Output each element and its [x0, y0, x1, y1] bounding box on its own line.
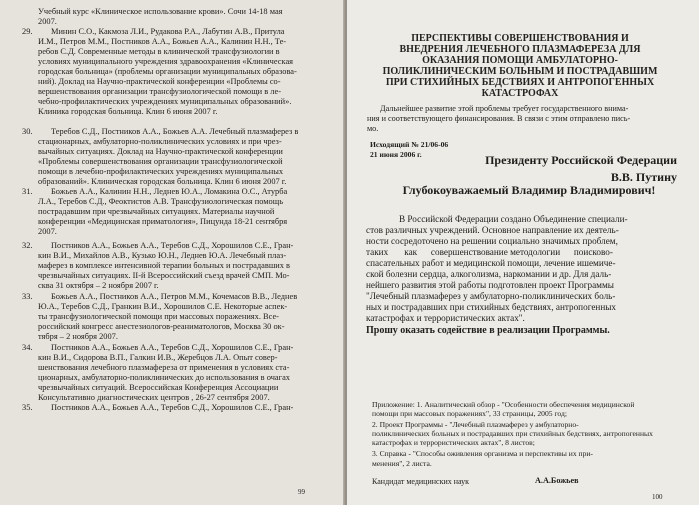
outgoing-date: 21 июня 2006 г. [370, 150, 422, 159]
body-line: катастрофах и террористических актах". [366, 313, 525, 323]
text-line: Минин С.О., Какмоза Л.И., Рудакова Р.А., Лабутин А.В., Притула [51, 27, 285, 36]
text-line: Постников А.А., Божьев А.А., Теребов С.Д., Хорошилов С.Е., Гран- [51, 241, 294, 250]
text-line: Ю.А., Теребов С.Д., Гранкин В.И., Хорошилов С.Е. Некоторые аспек- [38, 302, 288, 311]
text-line: ребов С.Д. Современные методы в клинической трансфузиологии в [38, 47, 280, 56]
addressee-line: В.В. Путину [610, 170, 677, 184]
document-title-line: ПОЛИКЛИНИЧЕСКИМ БОЛЬНЫМ И ПОСТРАДАВШИМ [382, 66, 658, 77]
attachment-line: менения", 2 листа. [372, 459, 432, 468]
document-title-line: ПЕРСПЕКТИВЫ СОВЕРШЕНСТВОВАНИЯ И [411, 33, 629, 44]
text-line: помощи в лечебно-профилактических учреждениях муниципальных [38, 167, 284, 176]
intro-line: ния и соответствующего финансирования. В связи с этим отправлено пись- [367, 114, 631, 123]
body-line: нейшего развития этой работы подготовлен проект Программы [366, 280, 614, 290]
request-line: Прошу оказать содействие в реализации Программы. [366, 325, 610, 336]
attachment-line: катастрофах и террористических актах", 8 листов; [372, 438, 535, 447]
text-line: российский конгресс анестезиологов-реаниматологов, Москва 30 ок- [38, 322, 285, 331]
text-line: чрезвычайных ситуаций. Всероссийская Конференция Ассоциации [38, 383, 279, 392]
reference-number: 29. [22, 27, 33, 36]
body-line: спасательных работ и медицинской помощи, лечение ишемиче- [366, 258, 616, 268]
text-line: 2007. [38, 227, 57, 236]
text-line: Постников А.А., Божьев А.А., Теребов С.Д., Хорошилов С.Е., Гран- [51, 343, 294, 352]
body-line: таких как совершенствование методологии поисково- [366, 247, 613, 257]
text-line: ний). Доклад на Научно-практической конференции «Проблемы со- [38, 77, 281, 86]
text-line: вычайных ситуациях. Доклад на Научно-практической конференции [38, 147, 283, 156]
text-line: кин В.И., Сидорова В.П., Галкин И.В., Жеребцов Л.А. Опыт совер- [38, 353, 278, 362]
text-line: Клиника городская больница. Клин 6 июня 2007 г. [38, 107, 218, 116]
attachment-line: помощи при массовых поражениях", 33 страницы, 2005 год; [372, 409, 567, 418]
attachment-line: Приложение: 1. Аналитический обзор - "Особенности обеспечения медицинской [372, 400, 635, 409]
text-line: сква 31 октября – 2 ноября 2007 г. [38, 281, 159, 290]
signature-title: Кандидат медицинских наук [372, 477, 470, 486]
attachment-line: 2. Проект Программы - "Лечебный плазмаферез у амбулаторно- [372, 420, 579, 429]
outgoing-number: Исходящий № 21/06-06 [370, 140, 449, 149]
text-line: Л.А., Теребов С.Д., Феоктистов А.В. Трансфузиологическая помощь [38, 197, 284, 206]
reference-number: 31. [22, 187, 33, 196]
reference-number: 32. [22, 241, 33, 250]
text-line: Постников А.А., Божьев А.А., Теребов С.Д., Хорошилов С.Е., Гран- [51, 403, 294, 412]
reference-number: 35. [22, 403, 33, 412]
text-line: стационарных, амбулаторно-поликлинических условиях и при чрез- [38, 137, 282, 146]
text-line: ты трансфузиологической помощи при массовых поражениях. Все- [38, 312, 279, 321]
text-line: «Проблемы совершенствования организации трансфузиологической [38, 157, 283, 166]
left-page [0, 0, 345, 505]
document-title-line: ВНЕДРЕНИЯ ЛЕЧЕБНОГО ПЛАЗМАФЕРЕЗА ДЛЯ [399, 44, 641, 55]
text-line: ционарных, амбулаторно-поликлинических до использования в очагах [38, 373, 290, 382]
text-line: условиях муниципального учреждения здравоохранения «Клиническая [38, 57, 294, 66]
text-line: образований». Клиническая городская больница. Клин 6 июня 2007 г. [38, 177, 287, 186]
text-line: чебно-профилактических учреждениях муниципальных образований». [38, 97, 292, 106]
greeting: Глубокоуважаемый Владимир Владимирович! [402, 183, 656, 197]
text-line: Консультативно диагностических центров , 26-27 сентября 2007. [38, 393, 270, 402]
signature-name: А.А.Божьев [535, 476, 579, 485]
text-line: пострадавшим при чрезвычайных ситуациях. Материалы научной [38, 207, 275, 216]
attachment-line: поликлинических больных и пострадавших при стихийных бедствиях, антропогенных [372, 429, 653, 438]
page-number-left: 99 [298, 488, 305, 496]
body-line: ности сосредоточено на решении социально значимых проблем, [366, 236, 618, 246]
text-line: шенствования лечебного плазмафереза от применения в условиях ста- [38, 363, 290, 372]
text-line: Божьев А.А., Постников А.А., Петров М.М., Кочемасов В.В., Леднев [51, 292, 298, 301]
body-line: "Лечебный плазмаферез у амбулаторно-поликлинических боль- [366, 291, 616, 301]
text-line: Теребов С.Д., Постников А.А., Божьев А.А. Лечебный плазмаферез в [51, 127, 299, 136]
page-number-right: 100 [652, 493, 663, 501]
reference-number: 30. [22, 127, 33, 136]
body-line: ской болезни сердца, алкоголизма, наркомании и др. Для даль- [366, 269, 612, 279]
document-title-line: КАТАСТРОФАХ [481, 88, 559, 99]
text-line: Божьев А.А., Калинин Н.Н., Леднев Ю.А., Ломакина О.С., Атурба [51, 187, 288, 196]
text-line: вершенствования организации трансфузиологической помощи в ле- [38, 87, 281, 96]
text-line: Учебный курс «Клиническое использование крови». Сочи 14-18 мая [38, 7, 283, 16]
text-line: чрезвычайных ситуациях. II-й Всероссийский съезд врачей СМП. Мо- [38, 271, 290, 280]
text-line: маферез в комплексе интенсивной терапии больных и пострадавших в [38, 261, 290, 270]
text-line: городская больница» (проблемы организации муниципальных образова- [38, 67, 297, 76]
text-line: 2007. [38, 17, 57, 26]
body-line: В Российской Федерации создано Объединение специали- [399, 214, 628, 224]
intro-line: мо. [367, 124, 379, 133]
document-title-line: ОКАЗАНИЯ ПОМОЩИ АМБУЛАТОРНО- [422, 55, 618, 66]
text-line: И.М., Петров М.М., Постников А.А., Божьев А.А., Калинин Н.Н., Те- [38, 37, 287, 46]
intro-line: Дальнейшее развитие этой проблемы требует государственного внима- [380, 104, 629, 113]
text-line: конференции «Медицинская приматология», Пицунда 18-21 сентября [38, 217, 288, 226]
body-line: ных и пострадавших при стихийных бедствиях, антропогенных [366, 302, 617, 312]
reference-number: 33. [22, 292, 33, 301]
reference-number: 34. [22, 343, 33, 352]
attachment-line: 3. Справка - "Способы оживления организма и перспективы их при- [372, 449, 593, 458]
text-line: тября – 2 ноября 2007. [38, 332, 118, 341]
document-title-line: ПРИ СТИХИЙНЫХ БЕДСТВИЯХ И АНТРОПОГЕННЫХ [385, 77, 655, 88]
body-line: стов различных учреждений. Основное направление их деятель- [366, 225, 619, 235]
addressee-line: Президенту Российской Федерации [485, 153, 677, 167]
text-line: кин В.И., Михайлов А.В., Кузько Ю.Н., Леднев Ю.А. Лечебный плаз- [38, 251, 287, 260]
